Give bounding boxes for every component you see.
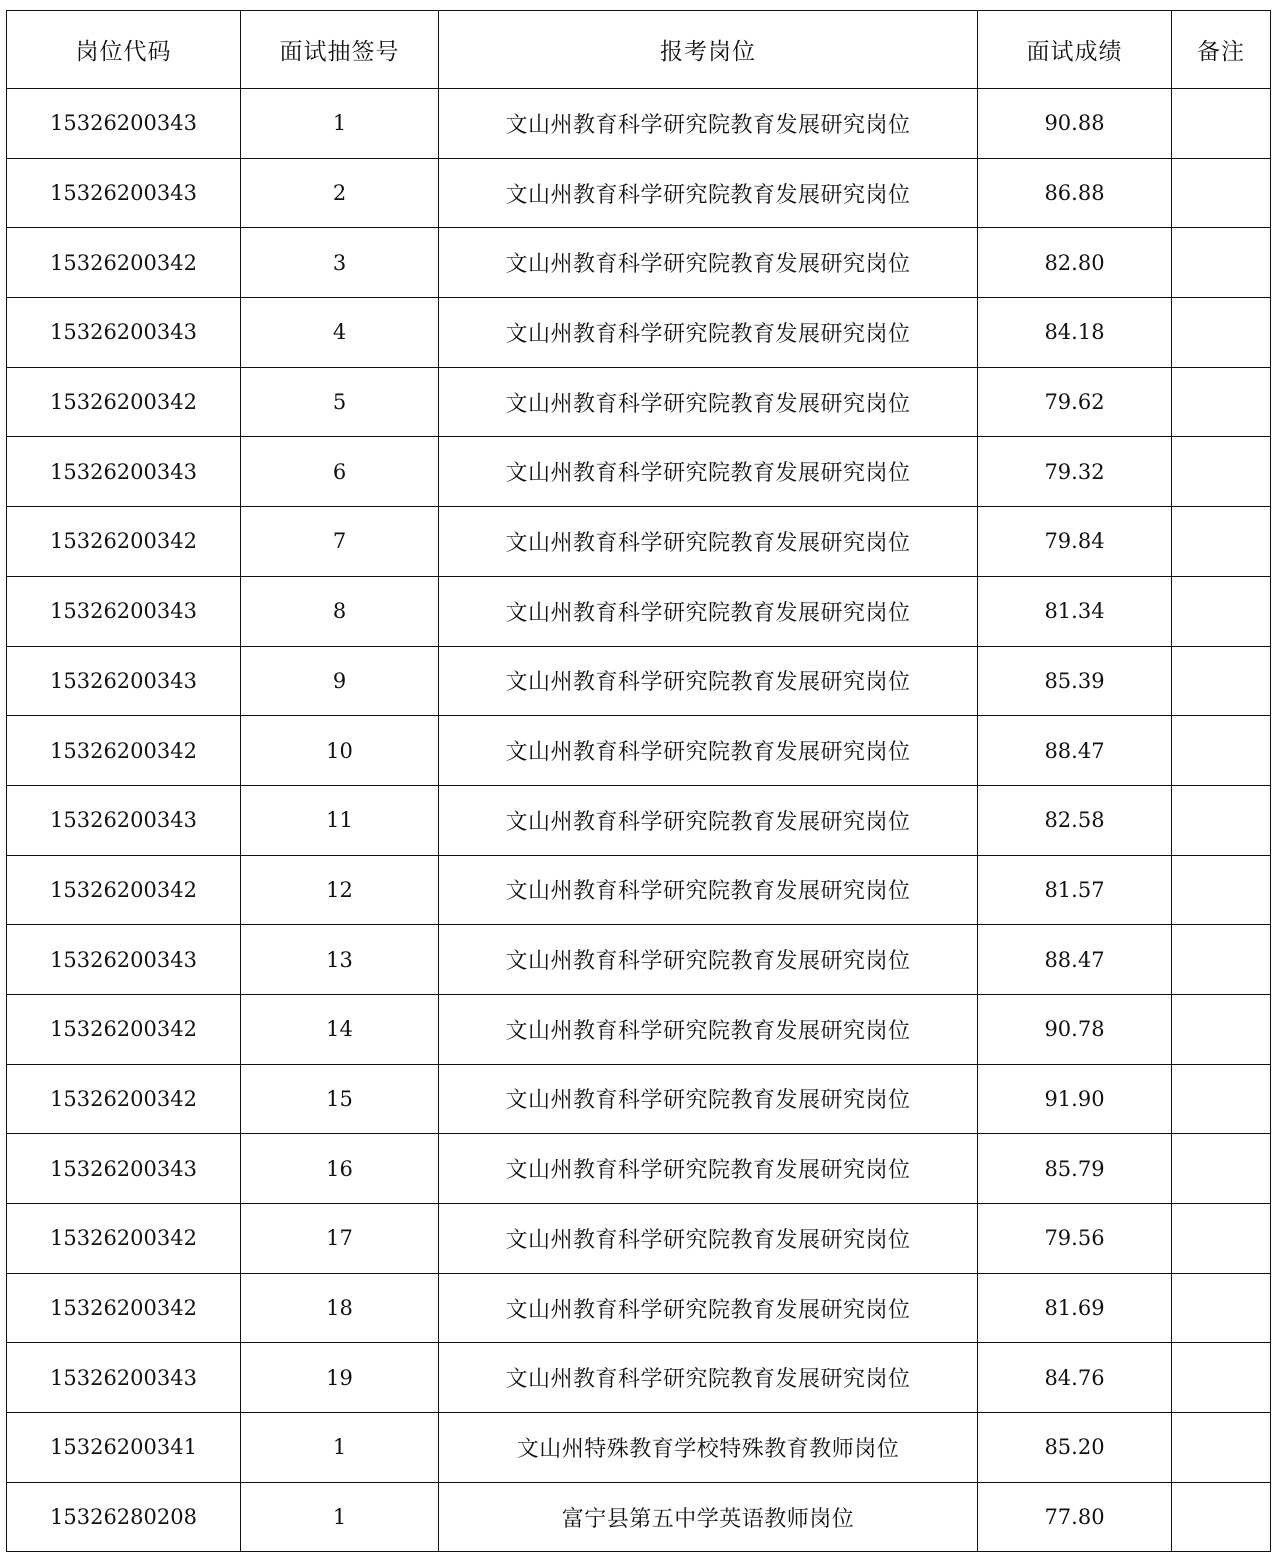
table-row: [7, 576, 1271, 646]
cell-post-code: 15326280208: [7, 1482, 241, 1552]
cell-post-code: 15326200343: [7, 1343, 241, 1413]
cell-draw-number: 4: [241, 298, 439, 368]
cell-draw-number: 11: [241, 785, 439, 855]
cell-remarks: [1172, 925, 1271, 995]
cell-interview-score: 88.47: [978, 925, 1172, 995]
header-draw-number: 面试抽签号: [241, 11, 439, 89]
interview-score-table: [6, 10, 1271, 1552]
cell-remarks: [1172, 158, 1271, 228]
table-row: [7, 228, 1271, 298]
cell-remarks: [1172, 367, 1271, 437]
cell-interview-score: 85.79: [978, 1134, 1172, 1204]
table-row: [7, 1273, 1271, 1343]
score-sheet: [6, 10, 1271, 1552]
table-row: [7, 158, 1271, 228]
table-row: [7, 716, 1271, 786]
header-post-code: 岗位代码: [7, 11, 241, 89]
header-applied-post: 报考岗位: [439, 11, 978, 89]
cell-post-code: 15326200343: [7, 158, 241, 228]
cell-remarks: [1172, 298, 1271, 368]
cell-remarks: [1172, 1134, 1271, 1204]
table-row: [7, 1413, 1271, 1483]
cell-draw-number: 16: [241, 1134, 439, 1204]
cell-applied-post: 文山州教育科学研究院教育发展研究岗位: [439, 1273, 978, 1343]
table-header: [7, 11, 1271, 89]
table-row: [7, 925, 1271, 995]
cell-applied-post: 文山州教育科学研究院教育发展研究岗位: [439, 855, 978, 925]
cell-post-code: 15326200343: [7, 576, 241, 646]
cell-draw-number: 10: [241, 716, 439, 786]
cell-applied-post: 文山州教育科学研究院教育发展研究岗位: [439, 298, 978, 368]
cell-draw-number: 17: [241, 1204, 439, 1274]
table-row: [7, 367, 1271, 437]
cell-draw-number: 1: [241, 89, 439, 159]
table-row: [7, 298, 1271, 368]
cell-remarks: [1172, 1273, 1271, 1343]
cell-draw-number: 3: [241, 228, 439, 298]
cell-interview-score: 90.88: [978, 89, 1172, 159]
cell-draw-number: 18: [241, 1273, 439, 1343]
cell-applied-post: 文山州教育科学研究院教育发展研究岗位: [439, 1134, 978, 1204]
cell-interview-score: 85.20: [978, 1413, 1172, 1483]
cell-interview-score: 88.47: [978, 716, 1172, 786]
cell-interview-score: 91.90: [978, 1064, 1172, 1134]
cell-draw-number: 9: [241, 646, 439, 716]
cell-interview-score: 81.69: [978, 1273, 1172, 1343]
cell-post-code: 15326200343: [7, 785, 241, 855]
cell-post-code: 15326200342: [7, 1204, 241, 1274]
cell-interview-score: 79.56: [978, 1204, 1172, 1274]
table-row: [7, 1134, 1271, 1204]
cell-draw-number: 5: [241, 367, 439, 437]
cell-interview-score: 90.78: [978, 994, 1172, 1064]
table-row: [7, 994, 1271, 1064]
cell-applied-post: 文山州教育科学研究院教育发展研究岗位: [439, 785, 978, 855]
cell-applied-post: 文山州教育科学研究院教育发展研究岗位: [439, 716, 978, 786]
table-row: [7, 437, 1271, 507]
cell-remarks: [1172, 507, 1271, 577]
cell-post-code: 15326200342: [7, 367, 241, 437]
cell-interview-score: 79.62: [978, 367, 1172, 437]
cell-draw-number: 12: [241, 855, 439, 925]
cell-remarks: [1172, 994, 1271, 1064]
cell-draw-number: 6: [241, 437, 439, 507]
cell-applied-post: 富宁县第五中学英语教师岗位: [439, 1482, 978, 1552]
header-interview-score: 面试成绩: [978, 11, 1172, 89]
cell-remarks: [1172, 576, 1271, 646]
cell-interview-score: 81.57: [978, 855, 1172, 925]
cell-interview-score: 79.32: [978, 437, 1172, 507]
table-row: [7, 855, 1271, 925]
cell-interview-score: 84.76: [978, 1343, 1172, 1413]
cell-applied-post: 文山州教育科学研究院教育发展研究岗位: [439, 158, 978, 228]
table-row: [7, 1343, 1271, 1413]
header-row: [7, 11, 1271, 89]
cell-remarks: [1172, 89, 1271, 159]
cell-post-code: 15326200342: [7, 716, 241, 786]
cell-draw-number: 15: [241, 1064, 439, 1134]
cell-remarks: [1172, 785, 1271, 855]
cell-interview-score: 86.88: [978, 158, 1172, 228]
table-row: [7, 1204, 1271, 1274]
cell-applied-post: 文山州教育科学研究院教育发展研究岗位: [439, 925, 978, 995]
cell-remarks: [1172, 1204, 1271, 1274]
table-row: [7, 1064, 1271, 1134]
cell-applied-post: 文山州教育科学研究院教育发展研究岗位: [439, 1343, 978, 1413]
cell-draw-number: 2: [241, 158, 439, 228]
cell-draw-number: 14: [241, 994, 439, 1064]
cell-applied-post: 文山州教育科学研究院教育发展研究岗位: [439, 646, 978, 716]
cell-applied-post: 文山州教育科学研究院教育发展研究岗位: [439, 437, 978, 507]
cell-post-code: 15326200343: [7, 298, 241, 368]
cell-interview-score: 85.39: [978, 646, 1172, 716]
cell-remarks: [1172, 646, 1271, 716]
table-row: [7, 785, 1271, 855]
cell-interview-score: 81.34: [978, 576, 1172, 646]
cell-post-code: 15326200343: [7, 89, 241, 159]
cell-interview-score: 82.58: [978, 785, 1172, 855]
cell-applied-post: 文山州教育科学研究院教育发展研究岗位: [439, 1204, 978, 1274]
cell-applied-post: 文山州教育科学研究院教育发展研究岗位: [439, 576, 978, 646]
cell-remarks: [1172, 855, 1271, 925]
header-remarks: 备注: [1172, 11, 1271, 89]
cell-remarks: [1172, 1482, 1271, 1552]
table-row: [7, 89, 1271, 159]
table-row: [7, 1482, 1271, 1552]
cell-post-code: 15326200342: [7, 855, 241, 925]
cell-interview-score: 79.84: [978, 507, 1172, 577]
cell-applied-post: 文山州教育科学研究院教育发展研究岗位: [439, 367, 978, 437]
cell-interview-score: 77.80: [978, 1482, 1172, 1552]
cell-draw-number: 19: [241, 1343, 439, 1413]
cell-applied-post: 文山州教育科学研究院教育发展研究岗位: [439, 994, 978, 1064]
cell-applied-post: 文山州特殊教育学校特殊教育教师岗位: [439, 1413, 978, 1483]
cell-draw-number: 13: [241, 925, 439, 995]
cell-interview-score: 84.18: [978, 298, 1172, 368]
cell-interview-score: 82.80: [978, 228, 1172, 298]
cell-post-code: 15326200343: [7, 437, 241, 507]
cell-post-code: 15326200341: [7, 1413, 241, 1483]
cell-applied-post: 文山州教育科学研究院教育发展研究岗位: [439, 228, 978, 298]
cell-post-code: 15326200342: [7, 1273, 241, 1343]
cell-post-code: 15326200342: [7, 507, 241, 577]
cell-applied-post: 文山州教育科学研究院教育发展研究岗位: [439, 507, 978, 577]
cell-remarks: [1172, 1064, 1271, 1134]
table-body: [7, 89, 1271, 1552]
cell-applied-post: 文山州教育科学研究院教育发展研究岗位: [439, 89, 978, 159]
cell-post-code: 15326200342: [7, 1064, 241, 1134]
cell-remarks: [1172, 1343, 1271, 1413]
cell-draw-number: 1: [241, 1413, 439, 1483]
cell-remarks: [1172, 1413, 1271, 1483]
cell-remarks: [1172, 437, 1271, 507]
cell-draw-number: 1: [241, 1482, 439, 1552]
cell-post-code: 15326200342: [7, 228, 241, 298]
cell-remarks: [1172, 716, 1271, 786]
table-row: [7, 507, 1271, 577]
table-row: [7, 646, 1271, 716]
cell-remarks: [1172, 228, 1271, 298]
cell-post-code: 15326200343: [7, 646, 241, 716]
cell-applied-post: 文山州教育科学研究院教育发展研究岗位: [439, 1064, 978, 1134]
cell-post-code: 15326200343: [7, 1134, 241, 1204]
cell-draw-number: 7: [241, 507, 439, 577]
cell-post-code: 15326200342: [7, 994, 241, 1064]
cell-draw-number: 8: [241, 576, 439, 646]
cell-post-code: 15326200343: [7, 925, 241, 995]
